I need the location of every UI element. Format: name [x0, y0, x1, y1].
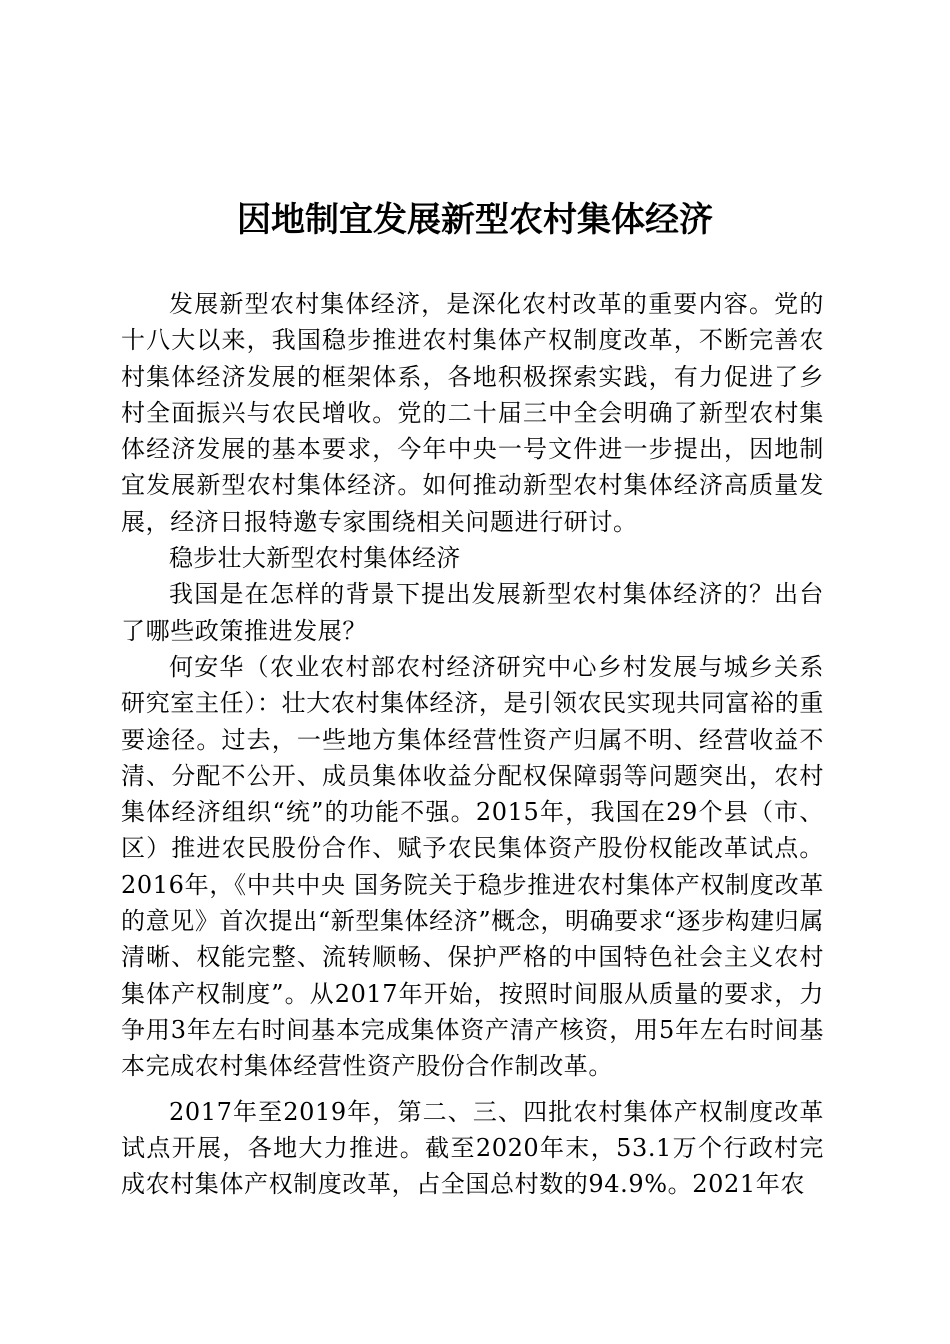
- continuation-paragraph: 2017年至2019年，第二、三、四批农村集体产权制度改革试点开展，各地大力推进。截至2020年末，53.1万个行政村完成农村集体产权制度改革，占全国总村数的94.9%。2021年农: [121, 1097, 824, 1199]
- question-paragraph: 我国是在怎样的背景下提出发展新型农村集体经济的？出台了哪些政策推进发展？: [121, 580, 824, 645]
- intro-paragraph: 发展新型农村集体经济，是深化农村改革的重要内容。党的十八大以来，我国稳步推进农村集体产权制度改革，不断完善农村集体经济发展的框架体系，各地积极探索实践，有力促进了乡村全面振兴与农民增收。党的二十届三中全会明确了新型农村集体经济发展的基本要求，今年中央一号文件进一步提出，因地制宜发展新型农村集体经济。如何推动新型农村集体经济高质量发展，经济日报特邀专家围绕相关问题进行研讨。: [121, 290, 824, 536]
- article-body: [121, 286, 824, 1202]
- article-title: 因地制宜发展新型农村集体经济: [237, 200, 713, 240]
- answer-paragraph: 何安华（农业农村部农村经济研究中心乡村发展与城乡关系研究室主任）：壮大农村集体经济，是引领农民实现共同富裕的重要途径。过去，一些地方集体经营性资产归属不明、经营收益不清、分配不公开、成员集体收益分配权保障弱等问题突出，农村集体经济组织“统”的功能不强。2015年，我国在29个县（市、区）推进农民股份合作、赋予农民集体资产股份权能改革试点。2016年，《中共中央 国务院关于稳步推进农村集体产权制度改革的意见》首次提出“新型集体经济”概念，明确要求“逐步构建归属清晰、权能完整、流转顺畅、保护严格的中国特色社会主义农村集体产权制度”。从2017年开始，按照时间服从质量的要求，力争用3年左右时间基本完成集体资产清产核资，用5年左右时间基本完成农村集体经营性资产股份合作制改革。: [121, 652, 824, 1081]
- section-heading: 稳步壮大新型农村集体经济: [169, 544, 461, 573]
